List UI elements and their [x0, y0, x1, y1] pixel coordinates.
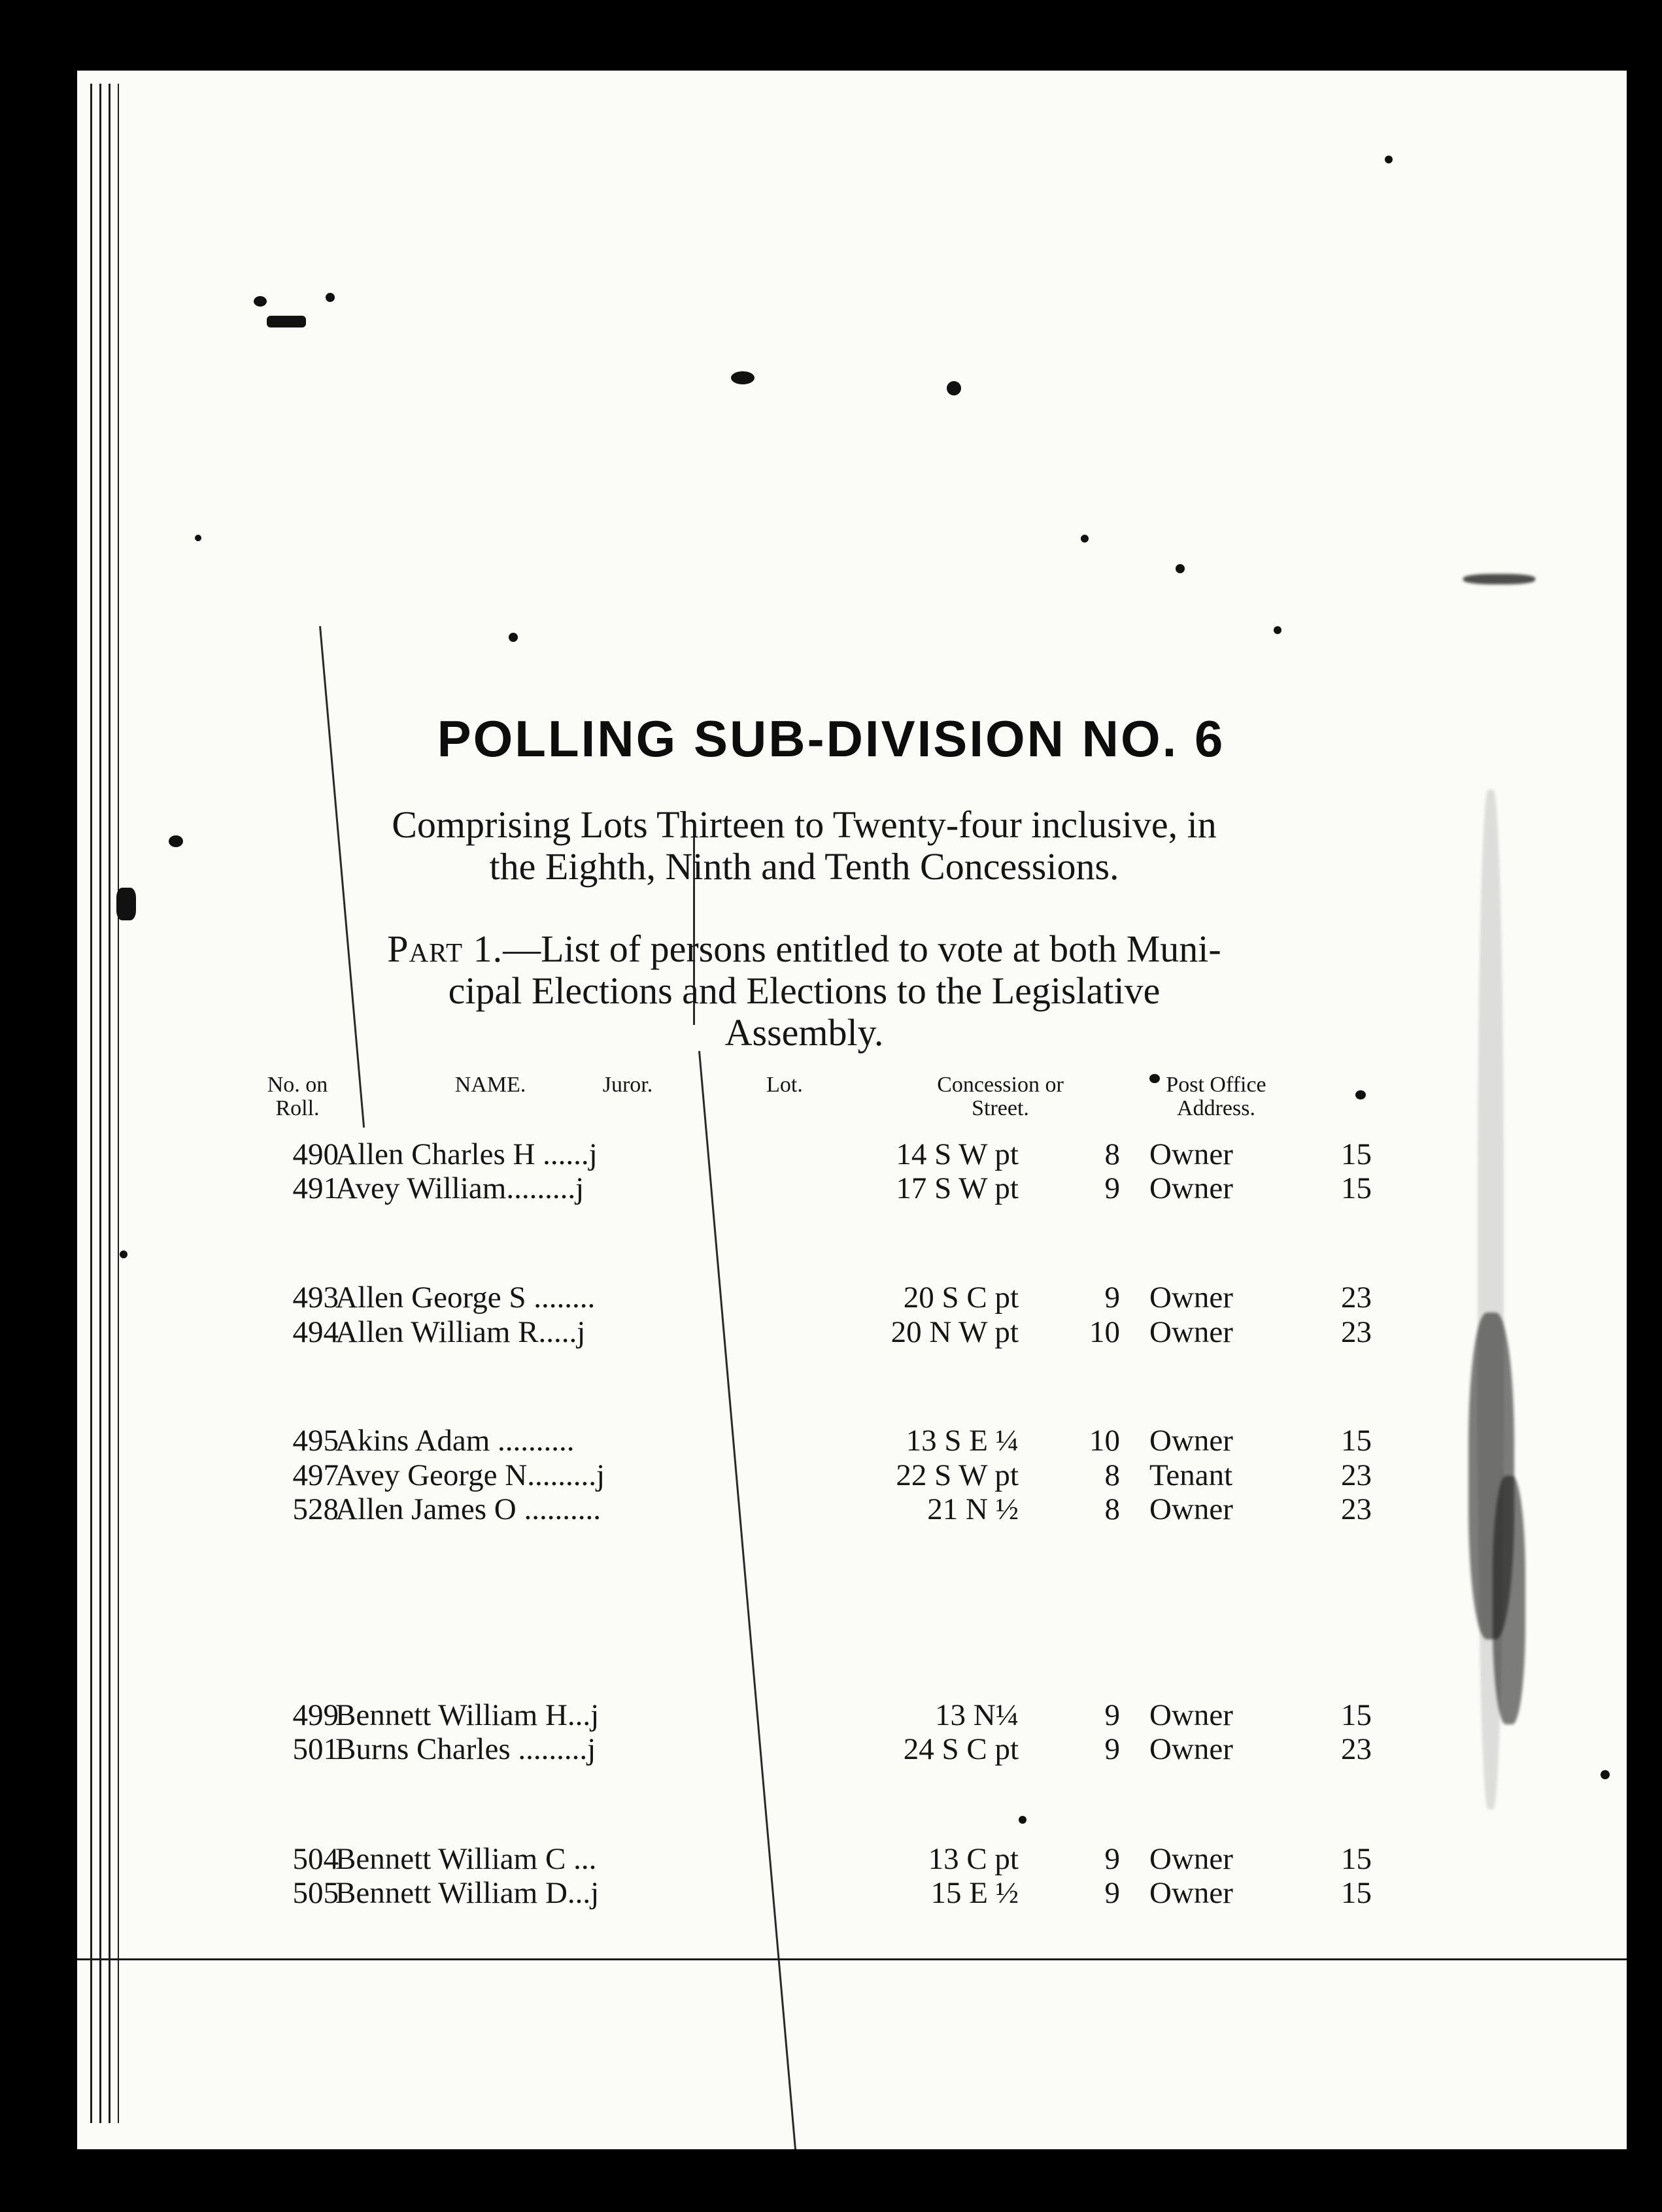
- voter-roll: 493: [292, 1281, 339, 1315]
- binding-edge-line: [109, 84, 110, 2123]
- voter-lot: 21 N ½: [927, 1492, 1019, 1526]
- ink-speck: [1385, 156, 1393, 163]
- voter-tenure: Tenant: [1149, 1458, 1233, 1492]
- voter-concession: 9: [1104, 1281, 1120, 1315]
- voter-concession: 9: [1104, 1732, 1120, 1766]
- part-label: Part 1.: [387, 928, 503, 970]
- voter-tenure: Owner: [1149, 1424, 1233, 1458]
- header-juror: Juror.: [602, 1073, 653, 1097]
- header-post-office: [1138, 1073, 1295, 1120]
- part-line: [248, 928, 1360, 970]
- voter-lot: 13 C pt: [928, 1842, 1019, 1876]
- voter-post: 15: [1341, 1424, 1372, 1458]
- page-title: POLLING SUB-DIVISION NO. 6: [437, 710, 1225, 767]
- voter-name: Burns Charles .........j: [335, 1732, 596, 1766]
- voter-row: [77, 1314, 1627, 1350]
- voter-post: 23: [1341, 1315, 1372, 1349]
- horizontal-rule: [77, 1958, 1627, 1960]
- header-text: Address.: [1177, 1096, 1255, 1120]
- voter-concession: 10: [1089, 1315, 1120, 1349]
- header-text: Street.: [972, 1096, 1029, 1120]
- voter-row: [77, 1457, 1627, 1494]
- voter-tenure: Owner: [1149, 1137, 1233, 1171]
- voter-name: Avey George N.........j: [335, 1458, 605, 1492]
- ink-speck: [731, 371, 755, 384]
- voter-concession: 8: [1104, 1492, 1120, 1526]
- voter-row: [77, 1841, 1627, 1877]
- voter-name: Bennett William D...j: [335, 1876, 600, 1910]
- voter-post: 23: [1341, 1732, 1372, 1766]
- header-roll: [248, 1073, 347, 1120]
- voter-roll: 497: [292, 1458, 339, 1492]
- binding-edge-line: [99, 84, 101, 2123]
- voter-post: 23: [1341, 1458, 1372, 1492]
- voter-name: Allen William R.....j: [335, 1315, 586, 1349]
- voter-roll: 501: [292, 1732, 339, 1766]
- header-text: Roll.: [275, 1096, 320, 1120]
- ink-speck: [1274, 626, 1281, 634]
- voter-row: [77, 1491, 1627, 1528]
- subtitle-line: Comprising Lots Thirteen to Twenty-four inclusive, in: [392, 803, 1217, 846]
- voter-post: 23: [1341, 1492, 1372, 1526]
- voter-roll: 499: [292, 1698, 339, 1732]
- voter-name: Avey William.........j: [335, 1171, 585, 1205]
- voter-tenure: Owner: [1149, 1492, 1233, 1526]
- voter-post: 15: [1341, 1137, 1372, 1171]
- ink-speck: [1601, 1770, 1610, 1779]
- ink-speck: [1019, 1816, 1026, 1824]
- part-line: cipal Elections and Elections to the Legislative: [448, 969, 1161, 1012]
- voter-lot: 22 S W pt: [896, 1458, 1019, 1492]
- voter-row: [77, 1422, 1627, 1459]
- header-text: Concession or: [937, 1073, 1064, 1097]
- voter-post: 15: [1341, 1876, 1372, 1910]
- ink-speck: [509, 633, 518, 642]
- header-text: No. on: [267, 1073, 328, 1097]
- ink-speck: [326, 293, 335, 302]
- part-heading: [248, 928, 1360, 1054]
- voter-post: 15: [1341, 1698, 1372, 1732]
- voter-lot: 13 S E ¼: [906, 1424, 1019, 1458]
- voter-concession: 9: [1104, 1698, 1120, 1732]
- voter-row: [77, 1697, 1627, 1734]
- voter-roll: 504: [292, 1842, 339, 1876]
- voter-row: [77, 1731, 1627, 1768]
- header-name: NAME.: [454, 1073, 526, 1097]
- voter-lot: 13 N¼: [935, 1698, 1019, 1732]
- voter-name: Akins Adam ..........: [335, 1424, 575, 1458]
- voter-tenure: Owner: [1149, 1315, 1233, 1349]
- voter-roll: 505: [292, 1876, 339, 1910]
- voter-roll: 491: [292, 1171, 339, 1205]
- subtitle-line: the Eighth, Ninth and Tenth Concessions.: [489, 845, 1119, 888]
- voter-post: 23: [1341, 1281, 1372, 1315]
- header-text: Post Office: [1166, 1073, 1266, 1097]
- voter-roll: 494: [292, 1315, 339, 1349]
- ink-speck: [947, 381, 961, 395]
- voter-concession: 9: [1104, 1876, 1120, 1910]
- voter-tenure: Owner: [1149, 1281, 1233, 1315]
- voter-post: 15: [1341, 1171, 1372, 1205]
- ink-speck: [120, 1250, 127, 1258]
- voter-name: Allen George S ........: [335, 1281, 596, 1315]
- stain: [1463, 574, 1535, 584]
- voter-tenure: Owner: [1149, 1876, 1233, 1910]
- ink-speck: [1176, 564, 1185, 573]
- voter-tenure: Owner: [1149, 1732, 1233, 1766]
- crease-line: [698, 1051, 797, 2149]
- ink-speck: [116, 888, 136, 920]
- voter-lot: 17 S W pt: [896, 1171, 1019, 1205]
- voter-concession: 9: [1104, 1842, 1120, 1876]
- voter-tenure: Owner: [1149, 1698, 1233, 1732]
- ink-speck: [267, 316, 306, 327]
- part-line: Assembly.: [724, 1011, 884, 1054]
- voter-row: [77, 1136, 1627, 1173]
- ink-speck: [1355, 1090, 1366, 1099]
- voter-concession: 10: [1089, 1424, 1120, 1458]
- voter-name: Allen Charles H ......j: [335, 1137, 598, 1171]
- voter-lot: 14 S W pt: [896, 1137, 1019, 1171]
- ink-speck: [1081, 535, 1089, 543]
- voter-lot: 20 S C pt: [903, 1281, 1019, 1315]
- voter-concession: 8: [1104, 1458, 1120, 1492]
- ink-speck: [169, 835, 183, 847]
- binding-edge-line: [118, 84, 119, 2123]
- voter-lot: 15 E ½: [930, 1876, 1019, 1910]
- binding-edge-line: [90, 84, 92, 2123]
- voter-concession: 8: [1104, 1137, 1120, 1171]
- voter-roll: 495: [292, 1424, 339, 1458]
- voter-lot: 24 S C pt: [903, 1732, 1019, 1766]
- voter-tenure: Owner: [1149, 1171, 1233, 1205]
- voter-row: [77, 1170, 1627, 1207]
- voter-concession: 9: [1104, 1171, 1120, 1205]
- voter-name: Bennett William C ...: [335, 1842, 597, 1876]
- ink-speck: [254, 296, 267, 307]
- voter-roll: 490: [292, 1137, 339, 1171]
- header-concession: [902, 1073, 1098, 1120]
- voter-post: 15: [1341, 1842, 1372, 1876]
- voter-name: Bennett William H...j: [335, 1698, 600, 1732]
- ink-speck: [195, 535, 201, 541]
- part-text: —List of persons entitled to vote at both Muni-: [503, 928, 1221, 970]
- subtitle: [248, 804, 1360, 888]
- voter-row: [77, 1875, 1627, 1911]
- voter-tenure: Owner: [1149, 1842, 1233, 1876]
- voter-lot: 20 N W pt: [890, 1315, 1019, 1349]
- voter-name: Allen James O ..........: [335, 1492, 601, 1526]
- header-lot: Lot.: [766, 1073, 803, 1097]
- voter-roll: 528: [292, 1492, 339, 1526]
- voter-row: [77, 1279, 1627, 1316]
